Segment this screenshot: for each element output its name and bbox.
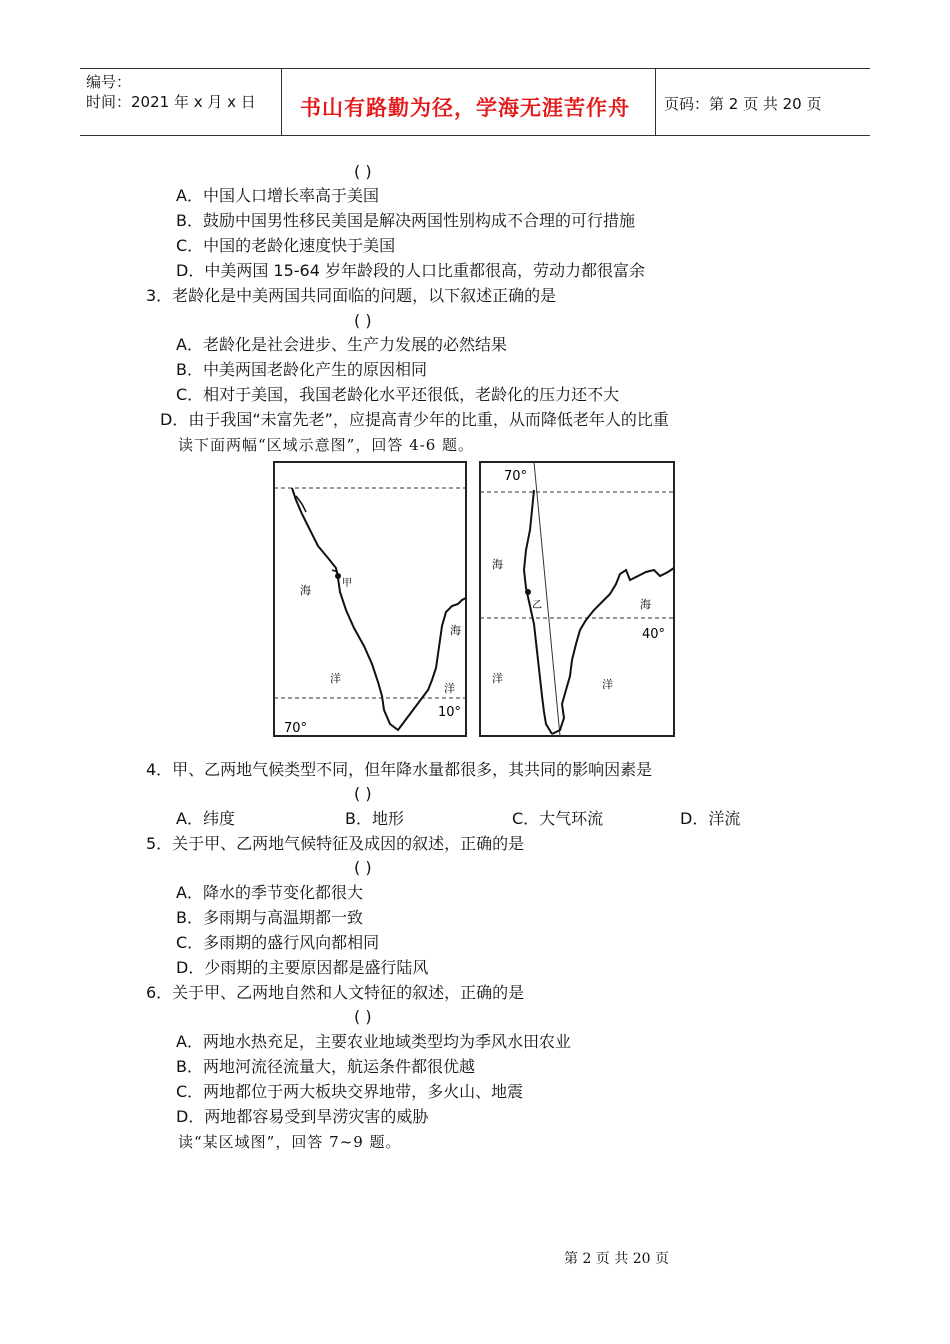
q5-stem: 5．关于甲、乙两地气候特征及成因的叙述，正确的是	[146, 834, 525, 853]
map-left-ocean-label: 洋	[330, 672, 341, 685]
header-number-label: 编号：	[86, 73, 132, 91]
map-left-lat-label: 10°	[438, 705, 462, 720]
q6-option-d: D．两地都容易受到旱涝灾害的威胁	[176, 1107, 429, 1126]
q6-option-b: B．两地河流径流量大，航运条件都很优越	[176, 1057, 475, 1076]
header-page-info: 页码：第 2 页 共 20 页	[664, 95, 822, 113]
q5-option-d: D．少雨期的主要原因都是盛行陆风	[176, 958, 429, 977]
header-top-rule	[80, 68, 870, 69]
map-right-ocean-west: 洋	[492, 672, 503, 685]
header-date: 时间：2021 年 x 月 x 日	[86, 93, 256, 111]
map-right-top-label: 70°	[504, 469, 528, 484]
q2-option-d: D．中美两国 15-64 岁年龄段的人口比重都很高，劳动力都很富余	[176, 261, 645, 280]
map-left-place-dot	[335, 573, 341, 579]
map-right-sea-west: 海	[492, 558, 503, 571]
intro-questions-4-6: 读下面两幅“区域示意图”，回答 4-6 题。	[178, 436, 475, 454]
q3-option-c: C．相对于美国，我国老龄化水平还很低，老龄化的压力还不大	[176, 385, 620, 404]
page-footer: 第 2 页 共 20 页	[564, 1251, 669, 1267]
region-map-left	[272, 460, 468, 738]
map-right-place-dot	[525, 589, 531, 595]
intro-questions-7-9: 读“某区域图”，回答 7~9 题。	[178, 1133, 402, 1151]
map-right-sea-east: 海	[640, 598, 651, 611]
q3-stem: 3．老龄化是中美两国共同面临的问题，以下叙述正确的是	[146, 286, 557, 305]
map-right-lat-label: 40°	[642, 627, 666, 642]
map-left-lon-label: 70°	[284, 721, 308, 736]
answer-paren-q6: ( )	[354, 1007, 372, 1026]
answer-paren-q3: ( )	[354, 311, 372, 330]
q6-option-a: A．两地水热充足，主要农业地域类型均为季风水田农业	[176, 1032, 571, 1051]
map-left-ocean-right: 洋	[444, 682, 455, 695]
q5-option-a: A．降水的季节变化都很大	[176, 883, 363, 902]
header-divider-right	[655, 68, 656, 136]
header-bottom-rule	[80, 135, 870, 136]
answer-paren-q2: ( )	[354, 162, 372, 181]
q4-option-d: D．洋流	[680, 809, 741, 828]
map-left-frame	[274, 462, 466, 736]
q6-stem: 6．关于甲、乙两地自然和人文特征的叙述，正确的是	[146, 983, 525, 1002]
answer-paren-q5: ( )	[354, 858, 372, 877]
q4-option-b: B．地形	[345, 809, 404, 828]
map-left-sea-west: 海	[300, 584, 311, 597]
header-motto: 书山有路勤为径，学海无涯苦作舟	[300, 96, 630, 120]
map-right-place-label: 乙	[532, 600, 542, 611]
q2-option-a: A．中国人口增长率高于美国	[176, 186, 379, 205]
map-right-ocean-east: 洋	[602, 678, 613, 691]
q4-stem: 4．甲、乙两地气候类型不同，但年降水量都很多，其共同的影响因素是	[146, 760, 653, 779]
map-left-place-label: 甲	[342, 578, 352, 589]
q2-option-b: B．鼓励中国男性移民美国是解决两国性别构成不合理的可行措施	[176, 211, 635, 230]
answer-paren-q4: ( )	[354, 784, 372, 803]
map-left-sea-east: 海	[450, 624, 461, 637]
q2-option-c: C．中国的老龄化速度快于美国	[176, 236, 396, 255]
region-map-right	[478, 460, 678, 742]
q3-option-a: A．老龄化是社会进步、生产力发展的必然结果	[176, 335, 507, 354]
q4-option-c: C．大气环流	[512, 809, 604, 828]
q4-option-a: A．纬度	[176, 809, 235, 828]
q5-option-c: C．多雨期的盛行风向都相同	[176, 933, 380, 952]
q5-option-b: B．多雨期与高温期都一致	[176, 908, 363, 927]
q3-option-d: D．由于我国“未富先老”，应提高青少年的比重，从而降低老年人的比重	[160, 410, 669, 429]
header-divider-left	[281, 68, 282, 136]
q6-option-c: C．两地都位于两大板块交界地带，多火山、地震	[176, 1082, 524, 1101]
q3-option-b: B．中美两国老龄化产生的原因相同	[176, 360, 427, 379]
